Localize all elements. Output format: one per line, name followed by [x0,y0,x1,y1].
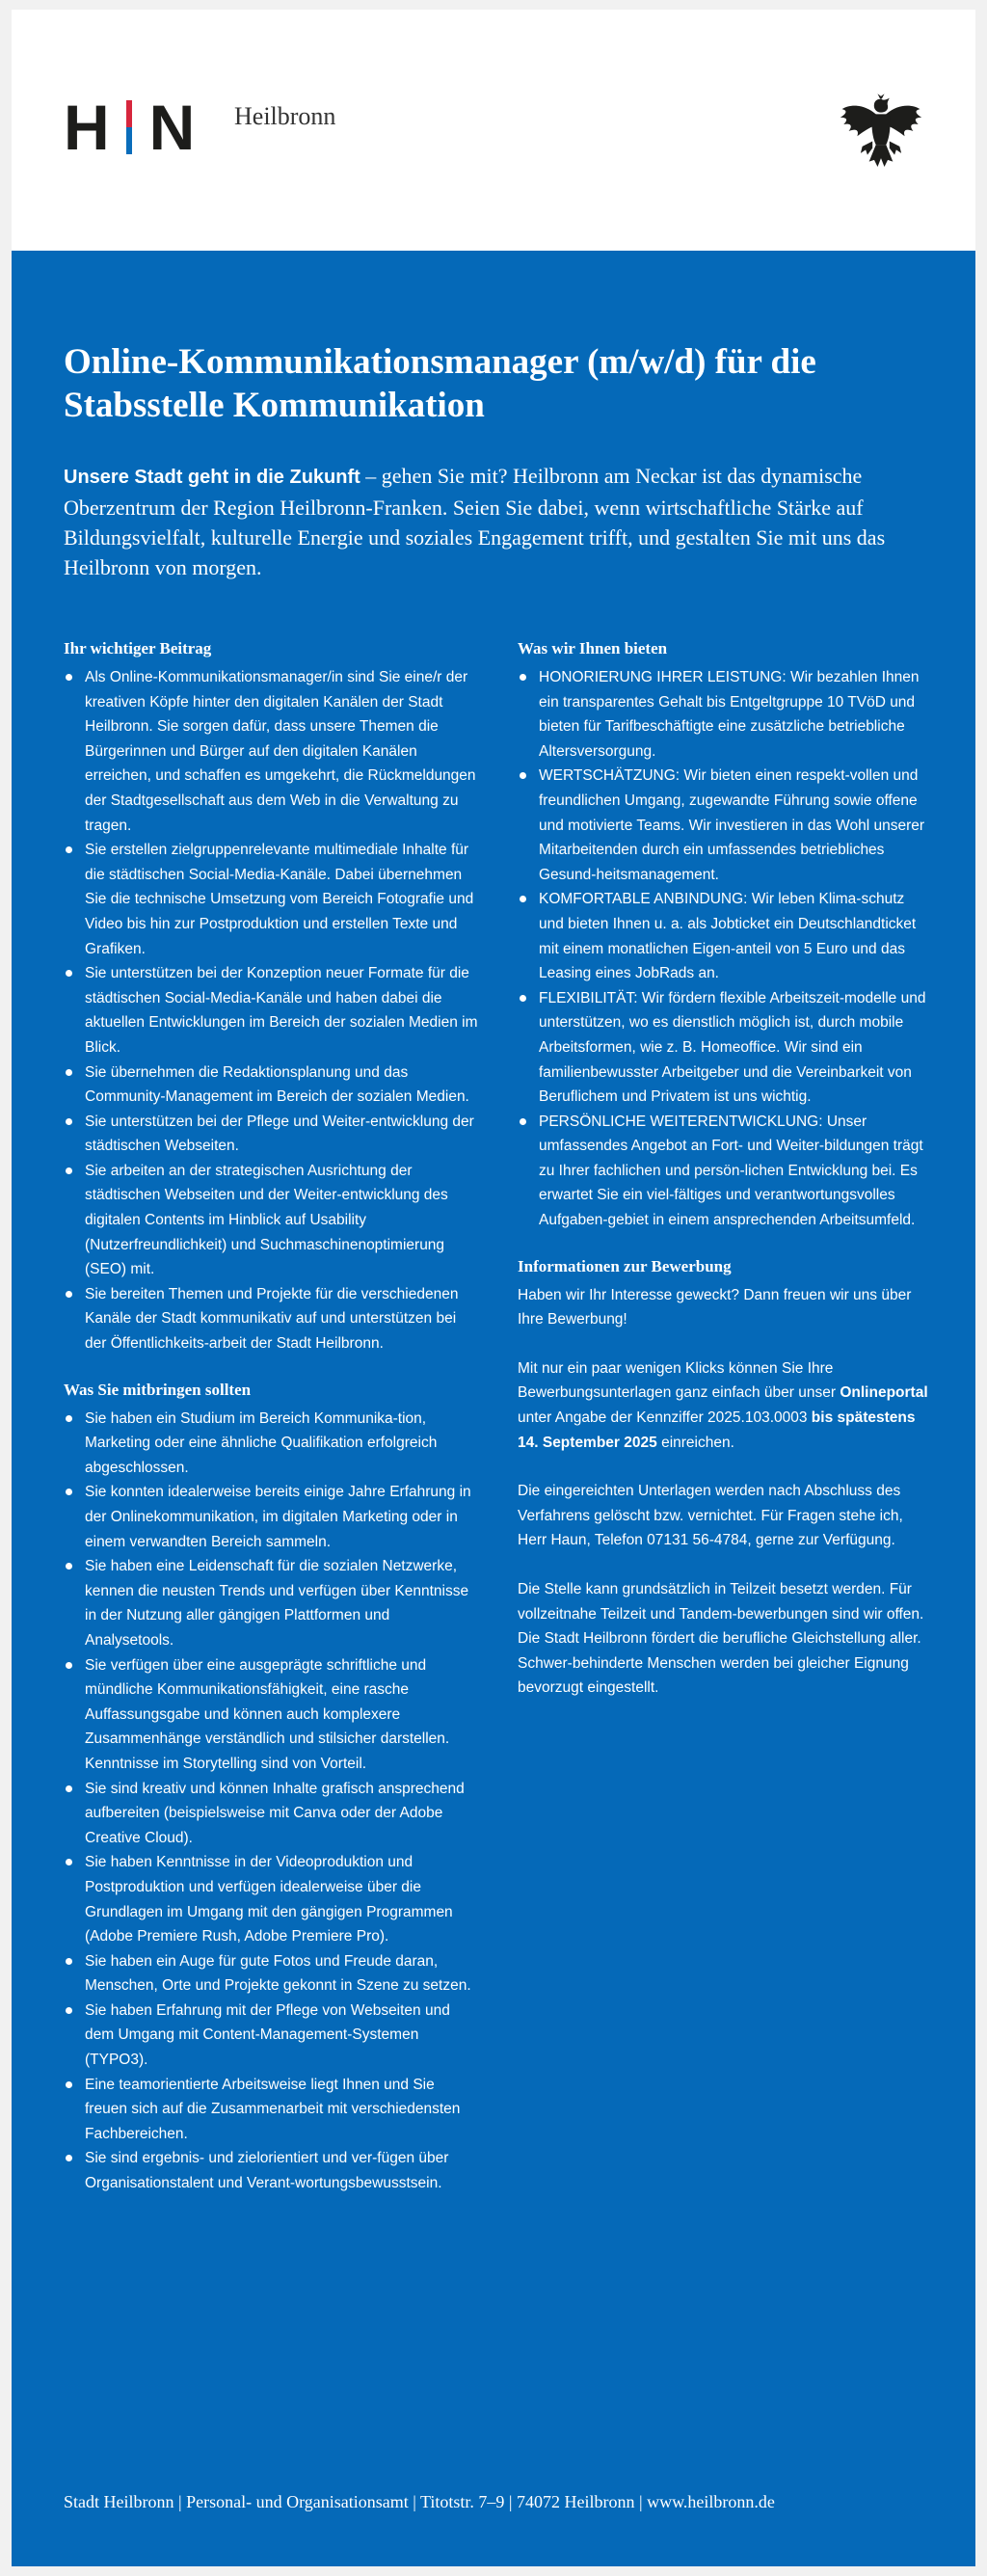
list-item: Sie sind ergebnis- und zielorientiert und ver-fügen über Organisationstalent und Verant-wortungsbewusstsein. [64,2146,478,2195]
list-item: Sie sind kreativ und können Inhalte grafisch ansprechend aufbereiten (beispielsweise mit Canva oder der Adobe Creative Cloud). [64,1777,478,1851]
application-text: einreichen. [656,1434,734,1451]
contribution-section [64,636,478,1356]
requirements-heading: Was Sie mitbringen sollten [64,1380,252,1399]
offer-list [518,665,932,1233]
list-item: Sie haben eine Leidenschaft für die sozialen Netzwerke, kennen die neusten Trends und verfügen über Kenntnisse in der Nutzung aller gängigen Plattformen und Analysetools. [64,1554,478,1652]
application-instructions [518,1356,932,1455]
logo-letter-n: N [148,92,195,163]
application-parttime: Die Stelle kann grundsätzlich in Teilzeit besetzt werden. Für vollzeitnahe Teilzeit und Tandem-bewerbungen sind wir offen. Die Stadt Heilbronn fördert die berufliche Gleichstellung aller. Schwer-behinderte Menschen werden bei gleicher Eignung bevorzugt eingestellt. [518,1581,924,1697]
list-item: Sie haben ein Studium im Bereich Kommunika-tion, Marketing oder eine ähnliche Qualifikation erfolgreich abgeschlossen. [64,1407,478,1481]
list-item: Sie konnten idealerweise bereits einige Jahre Erfahrung in der Onlinekommunikation, im digitalen Marketing oder in einem verwandten Bereich sammeln. [64,1480,478,1554]
city-name: Heilbronn [234,102,336,130]
eagle-crest-icon [839,89,923,174]
left-column [64,636,478,2217]
contribution-list [64,665,478,1356]
offer-section [518,636,932,1233]
job-title: Online-Kommunikationsmanager (m/w/d) für die Stabsstelle Kommunikation [64,342,816,425]
list-item: Sie haben ein Auge für gute Fotos und Freude daran, Menschen, Orte und Projekte gekonnt in Szene zu setzen. [64,1949,478,1999]
list-item: HONORIERUNG IHRER LEISTUNG: Wir bezahlen Ihnen ein transparentes Gehalt bis Entgeltgruppe 10 TVöD und bieten für Tarifbeschäftigte eine zusätzliche betriebliche Altersversorgung. [518,665,932,764]
logo-bar [126,100,132,154]
list-item: Sie erstellen zielgruppenrelevante multimediale Inhalte für die städtischen Social-Media-Kanäle. Dabei übernehmen Sie die technische Umsetzung vom Bereich Fotografie und Video bis hin zur Postproduktion und erstellen Texte und Grafiken. [64,838,478,961]
offer-heading: Was wir Ihnen bieten [518,639,668,657]
intro-body: – gehen Sie mit? Heilbronn am Neckar ist das dynamische Oberzentrum der Region Heilbronn-Franken. Seien Sie dabei, wenn wirtschaftliche Stärke auf Bildungsvielfalt, kulturelle Energie und soziales Engagement trifft, und gestalten Sie mit uns das Heilbronn von morgen. [64,464,886,579]
application-text: Mit nur ein paar wenigen Klicks können Sie Ihre Bewerbungsunterlagen ganz einfach über unser [518,1359,840,1402]
list-item: Sie haben Kenntnisse in der Videoproduktion und Postproduktion und verfügen idealerweise über die Grundlagen im Umgang mit den gängigen Programmen (Adobe Premiere Rush, Adobe Premiere Pro). [64,1850,478,1948]
application-interest: Haben wir Ihr Interesse geweckt? Dann freuen wir uns über Ihre Bewerbung! [518,1286,912,1328]
list-item: Als Online-Kommunikationsmanager/in sind Sie eine/r der kreativen Köpfe hinter den digitalen Kanälen der Stadt Heilbronn. Sie sorgen dafür, dass unsere Themen die Bürgerinnen und Bürger auf den digitalen Kanälen erreichen, und schaffen es umgekehrt, die Rückmeldungen der Stadtgesellschaft aus dem Web in die Verwaltung zu tragen. [64,665,478,838]
right-column [518,636,932,1725]
online-portal-link[interactable]: Onlineportal [840,1384,928,1402]
list-item: Sie haben Erfahrung mit der Pflege von Webseiten und dem Umgang mit Content-Management-Systemen (TYPO3). [64,1999,478,2073]
intro-lead: Unsere Stadt geht in die Zukunft [64,467,360,488]
list-item: Eine teamorientierte Arbeitsweise liegt Ihnen und Sie freuen sich auf die Zusammenarbeit mit verschiedensten Fachbereichen. [64,2073,478,2147]
footer-address: Stadt Heilbronn | Personal- und Organisationsamt | Titotstr. 7–9 | 74072 Heilbronn | www.heilbronn.de [64,2492,775,2511]
list-item: Sie arbeiten an der strategischen Ausrichtung der städtischen Webseiten und der Weiter-entwicklung des digitalen Contents im Hinblick auf Usability (Nutzerfreundlichkeit) und Suchmaschinenoptimierung (SEO) mit. [64,1159,478,1282]
application-contact: Die eingereichten Unterlagen werden nach Abschluss des Verfahrens gelöscht bzw. vernichtet. Für Fragen stehe ich, Herr Haun, Telefon 07131 56-4784, gerne zur Verfügung. [518,1483,903,1549]
requirements-section [64,1378,478,2196]
logo-letter-h: H [64,92,109,163]
application-deadline: bis spätestens 14. September 2025 [518,1409,916,1451]
application-text: unter Angabe der Kennziffer 2025.103.0003 [518,1409,812,1427]
header [12,10,975,251]
application-section [518,1254,932,1701]
job-ad-page [12,10,975,2566]
list-item: Sie verfügen über eine ausgeprägte schriftliche und mündliche Kommunikationsfähigkeit, eine rasche Auffassungsgabe und können auch komplexere Zusammenhänge verständlich und stilsicher darstellen. Kenntnisse im Storytelling sind von Vorteil. [64,1653,478,1777]
list-item: WERTSCHÄTZUNG: Wir bieten einen respekt-vollen und freundlichen Umgang, zugewandte Führung sowie offene und motivierte Teams. Wir investieren in das Wohl unserer Mitarbeitenden durch ein umfassendes betriebliches Gesund-heitsmanagement. [518,764,932,887]
content-area [12,251,975,2566]
contribution-heading: Ihr wichtiger Beitrag [64,639,212,657]
list-item: Sie bereiten Themen und Projekte für die verschiedenen Kanäle der Stadt kommunikativ auf und unterstützen bei der Öffentlichkeits-arbeit der Stadt Heilbronn. [64,1282,478,1356]
application-heading: Informationen zur Bewerbung [518,1256,732,1275]
list-item: KOMFORTABLE ANBINDUNG: Wir leben Klima-schutz und bieten Ihnen u. a. als Jobticket ein Deutschlandticket mit einem monatlichen Eigen-anteil von 5 Euro und das Leasing eines JobRads an. [518,887,932,985]
list-item: Sie unterstützen bei der Konzeption neuer Formate für die städtischen Social-Media-Kanäle und haben dabei die aktuellen Entwicklungen im Bereich der sozialen Medien im Blick. [64,961,478,1060]
requirements-list [64,1407,478,2196]
list-item: PERSÖNLICHE WEITERENTWICKLUNG: Unser umfassendes Angebot an Fort- und Weiter-bildungen trägt zu Ihrer fachlichen und persön-lichen Entwicklung bei. Es erwartet Sie ein viel-fältiges und verantwortungsvolles Aufgaben-gebiet in einem ansprechenden Arbeitsumfeld. [518,1110,932,1233]
list-item: Sie unterstützen bei der Pflege und Weiter-entwicklung der städtischen Webseiten. [64,1110,478,1159]
heilbronn-logo [64,92,195,163]
list-item: Sie übernehmen die Redaktionsplanung und das Community-Management im Bereich der sozialen Medien. [64,1060,478,1110]
intro-text [64,461,921,582]
list-item: FLEXIBILITÄT: Wir fördern flexible Arbeitszeit-modelle und unterstützen, wo es dienstlich möglich ist, durch mobile Arbeitsformen, wie z. B. Homeoffice. Wir sind ein familienbewusster Arbeitgeber und die Vereinbarkeit von Beruflichem und Privatem ist uns wichtig. [518,986,932,1110]
